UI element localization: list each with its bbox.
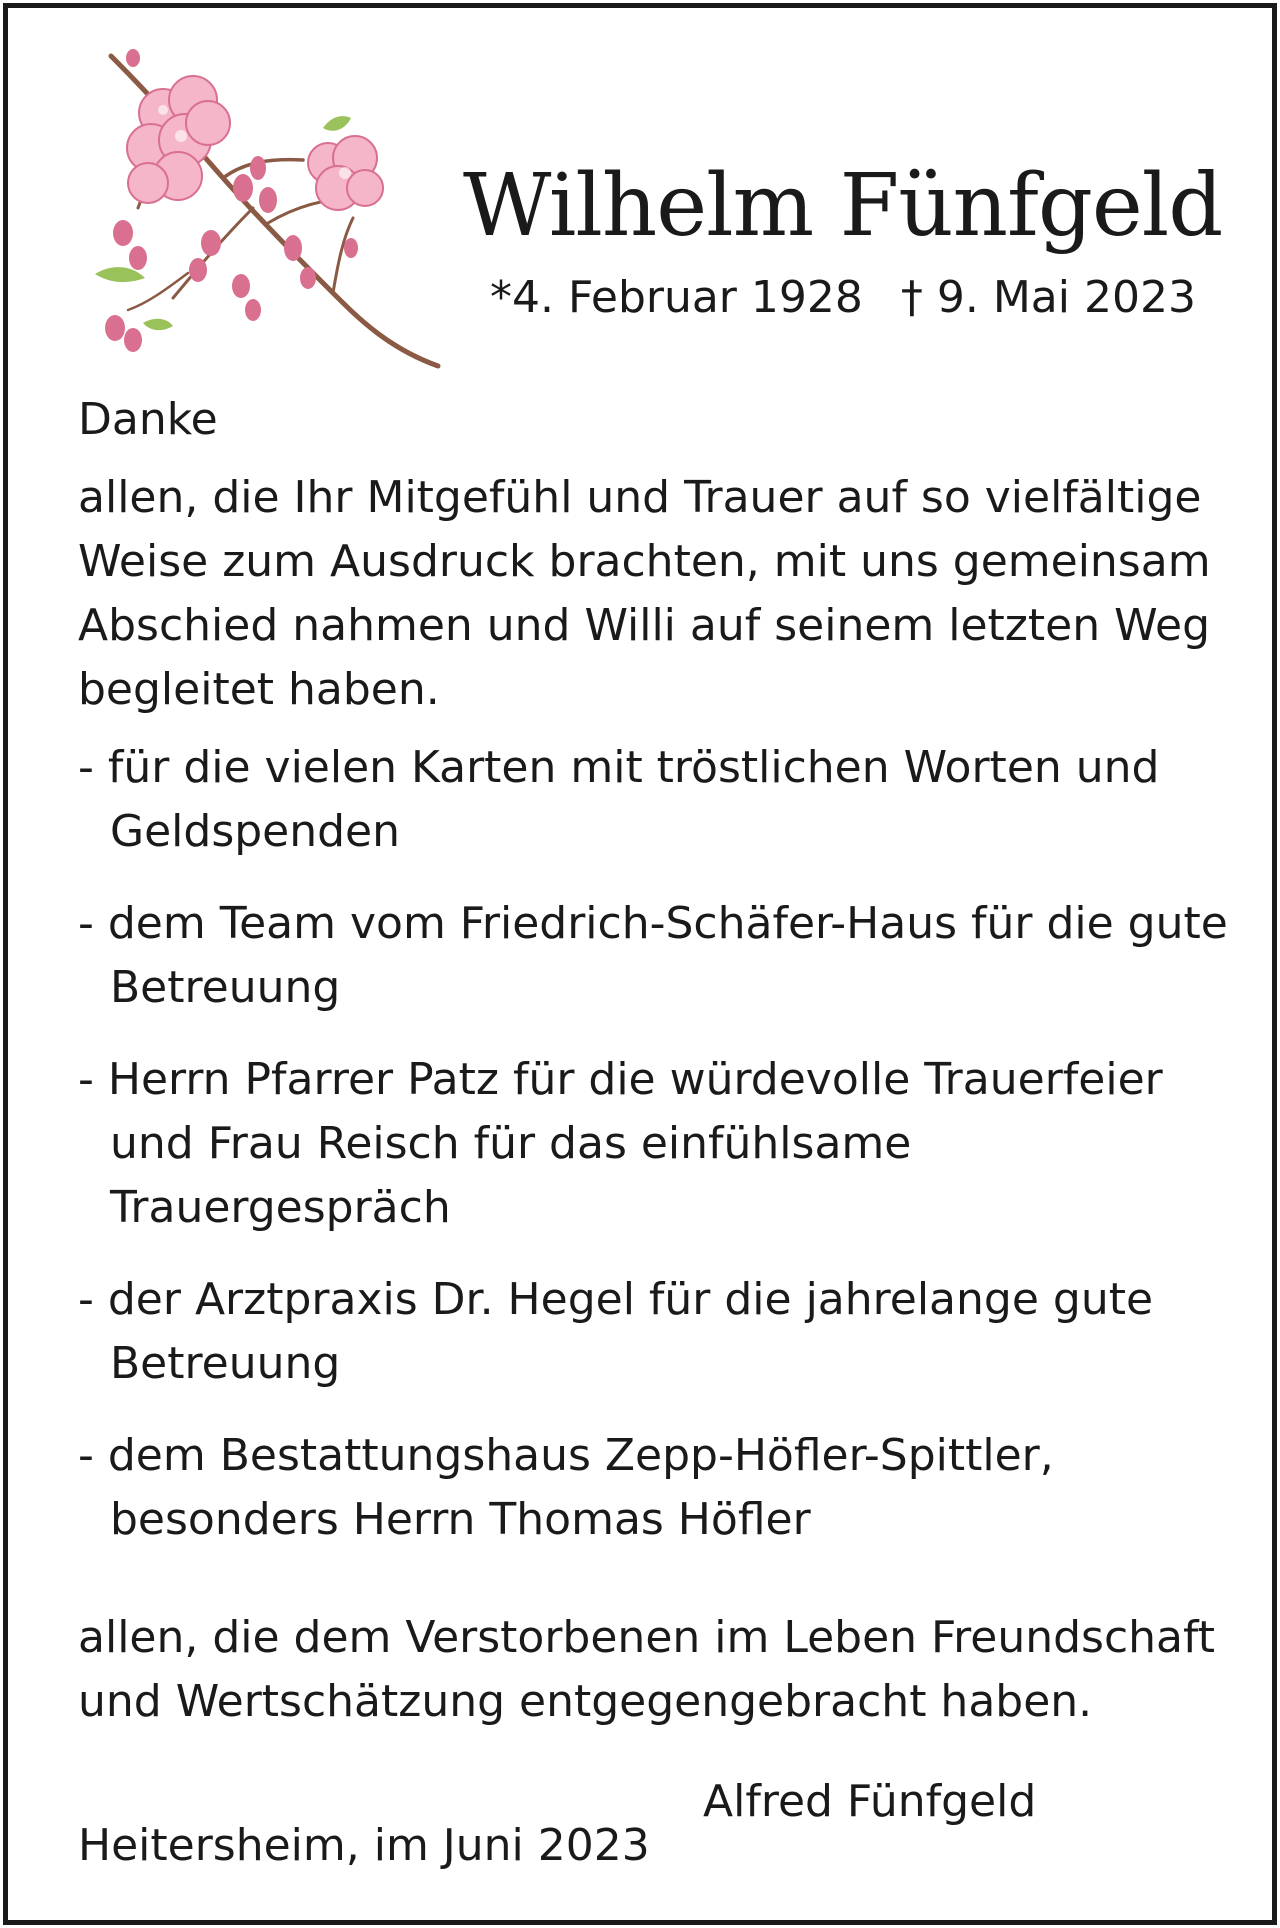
thanks-list <box>78 736 1238 1552</box>
obituary-card <box>3 3 1277 1925</box>
life-dates <box>490 270 1210 326</box>
death-date: † 9. Mai 2023 <box>900 272 1196 323</box>
list-item: - der Arztpraxis Dr. Hegel für die jahrelange gute Betreuung <box>78 1274 1154 1389</box>
place-date: Heitersheim, im Juni 2023 <box>78 1820 650 1871</box>
cherry-blossom-branch-icon <box>93 48 453 373</box>
intro-paragraph: allen, die Ihr Mitgefühl und Trauer auf so vielfältige Weise zum Ausdruck brachten, mit uns gemeinsam Abschied nahmen und Willi auf seinem letzten Weg begleitet haben. <box>78 472 1211 715</box>
outro-paragraph: allen, die dem Verstorbenen im Leben Freundschaft und Wertschätzung entgegengebracht haben. <box>78 1612 1215 1727</box>
birth-date: *4. Februar 1928 <box>490 272 863 323</box>
list-item: - dem Bestattungshaus Zepp-Höfler-Spittler, besonders Herrn Thomas Höfler <box>78 1430 1054 1545</box>
thanks-heading: Danke <box>78 394 218 445</box>
deceased-name: Wilhelm Fünfgeld <box>463 156 1223 256</box>
list-item: - Herrn Pfarrer Patz für die würdevolle Trauerfeier und Frau Reisch für das einfühlsame Trauergespräch <box>78 1054 1163 1233</box>
signature: Alfred Fünfgeld <box>703 1776 1037 1827</box>
list-item: - dem Team vom Friedrich-Schäfer-Haus für die gute Betreuung <box>78 898 1228 1013</box>
list-item: - für die vielen Karten mit tröstlichen Worten und Geldspenden <box>78 742 1160 857</box>
